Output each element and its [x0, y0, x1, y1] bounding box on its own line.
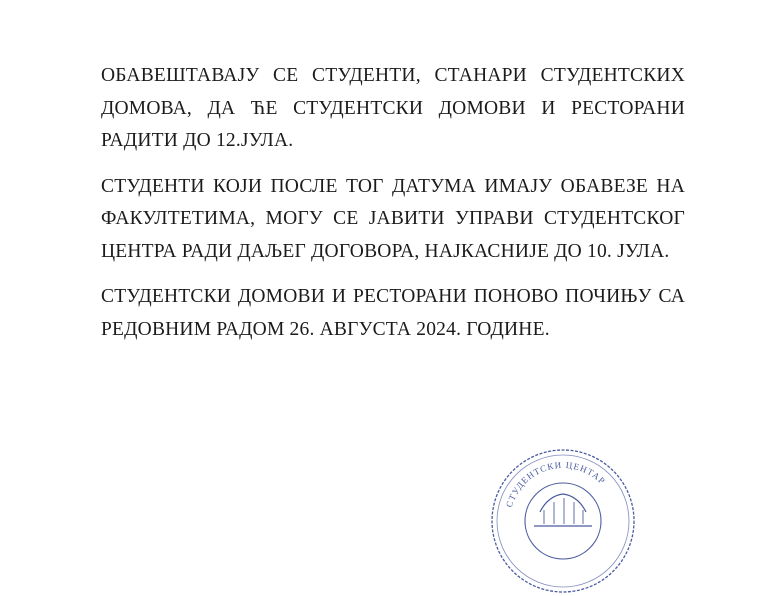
- notice-paragraph-3: СТУДЕНТСКИ ДОМОВИ И РЕСТОРАНИ ПОНОВО ПОЧИЊУ СА РЕДОВНИМ РАДОМ 26. АВГУСТА 2024. ГОДИНЕ.: [101, 286, 685, 340]
- official-stamp: [488, 446, 638, 596]
- notice-body: [101, 60, 685, 359]
- stamp-text: СТУДЕНТСКИ ЦЕНТАР: [503, 459, 608, 509]
- notice-paragraph-2: СТУДЕНТИ КОЈИ ПОСЛЕ ТОГ ДАТУМА ИМАЈУ ОБАВЕЗЕ НА ФАКУЛТЕТИМА, МОГУ СЕ ЈАВИТИ УПРАВИ СТУДЕНТСКОГ ЦЕНТРА РАДИ ДАЉЕГ ДОГОВОРА, НАЈКАСНИЈЕ ДО 10. ЈУЛА.: [101, 175, 685, 262]
- notice-paragraph-1: ОБАВЕШТАВАЈУ СЕ СТУДЕНТИ, СТАНАРИ СТУДЕНТСКИХ ДОМОВА, ДА ЋЕ СТУДЕНТСКИ ДОМОВИ И РЕСТОРАНИ РАДИТИ ДО 12.ЈУЛА.: [101, 65, 685, 151]
